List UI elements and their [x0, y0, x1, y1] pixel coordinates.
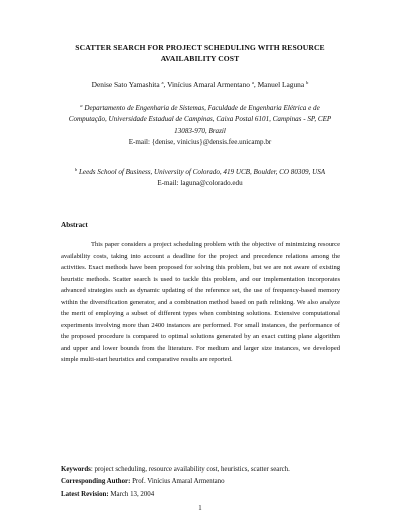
keywords-value: : project scheduling, resource availability cost, heuristics, scatter search.: [90, 466, 290, 473]
author-name: Manuel Laguna: [257, 80, 305, 89]
affiliation-line: Computação, Universidade Estadual de Campinas, Caixa Postal 6101, Campinas - SP, CEP: [68, 115, 332, 124]
keywords-line: [61, 465, 290, 474]
abstract-body: This paper considers a project scheduling problem with the objective of minimizing resource availability costs, taking into account a deadline for the project and precedence relations among the activities. Exact methods have been proposed for solving this problem, but we are not aware of existing heuristic methods. Scatter search is used to tackle this problem, and our implementation incorporates advanced strategies such as dynamic updating of the reference set, the use of frequency-based memory within the diversification generator, and a combination method based on path relinking. We also analyze the merit of employing a subset of different types when combining solutions. Extensive computational experiments involving more than 2400 instances are performed. For small instances, the performance of the proposed procedure is compared to optimal solutions generated by an exact cutting plane algorithm and upper and lower bounds from the literature. For medium and larger size instances, we developed simple multi-start heuristics and comparative results are reported.: [61, 241, 340, 364]
author-name: Denise Sato Yamashita: [91, 80, 160, 89]
paper-title: [50, 43, 350, 64]
affiliation-mark: a: [80, 103, 83, 108]
corresponding-author-value: Prof. Vinícius Amaral Armentano: [130, 478, 225, 485]
author-affiliation-mark: b: [306, 80, 309, 85]
title-line-1: SCATTER SEARCH FOR PROJECT SCHEDULING WITH RESOURCE: [75, 43, 325, 52]
affiliation-b: [40, 167, 360, 190]
author-name: Vinícius Amaral Armentano: [167, 80, 250, 89]
affiliation-a: [40, 103, 360, 148]
latest-revision-line: [61, 490, 154, 499]
corresponding-author-line: [61, 477, 225, 486]
corresponding-author-label: Corresponding Author:: [61, 478, 131, 485]
author-affiliation-mark: a: [161, 80, 164, 85]
affiliation-email: E-mail: {denise, vinicius}@densis.fee.unicamp.br: [128, 137, 272, 146]
affiliation-email: E-mail: laguna@colorado.edu: [157, 179, 243, 188]
affiliation-mark: b: [74, 167, 78, 172]
author-affiliation-mark: a: [251, 80, 254, 85]
latest-revision-value: March 13, 2004: [108, 491, 155, 498]
page-number: 1: [198, 505, 202, 512]
abstract-heading: Abstract: [61, 221, 88, 229]
affiliation-line: Leeds School of Business, University of Colorado, 419 UCB, Boulder, CO 80309, USA: [78, 168, 326, 176]
title-line-2: AVAILABILITY COST: [160, 53, 240, 63]
affiliation-line: Departamento de Engenharia de Sistemas, Faculdade de Engenharia Elétrica e de: [84, 104, 320, 112]
author-list: Denise Sato Yamashita $^a$, Vinícius Amaral Armentano $^a$, Manuel Laguna $^b$: [91, 80, 309, 89]
affiliation-line: 13083-970, Brazil: [174, 126, 226, 135]
latest-revision-label: Latest Revision:: [61, 491, 109, 498]
keywords-label: Keywords: [61, 466, 91, 473]
